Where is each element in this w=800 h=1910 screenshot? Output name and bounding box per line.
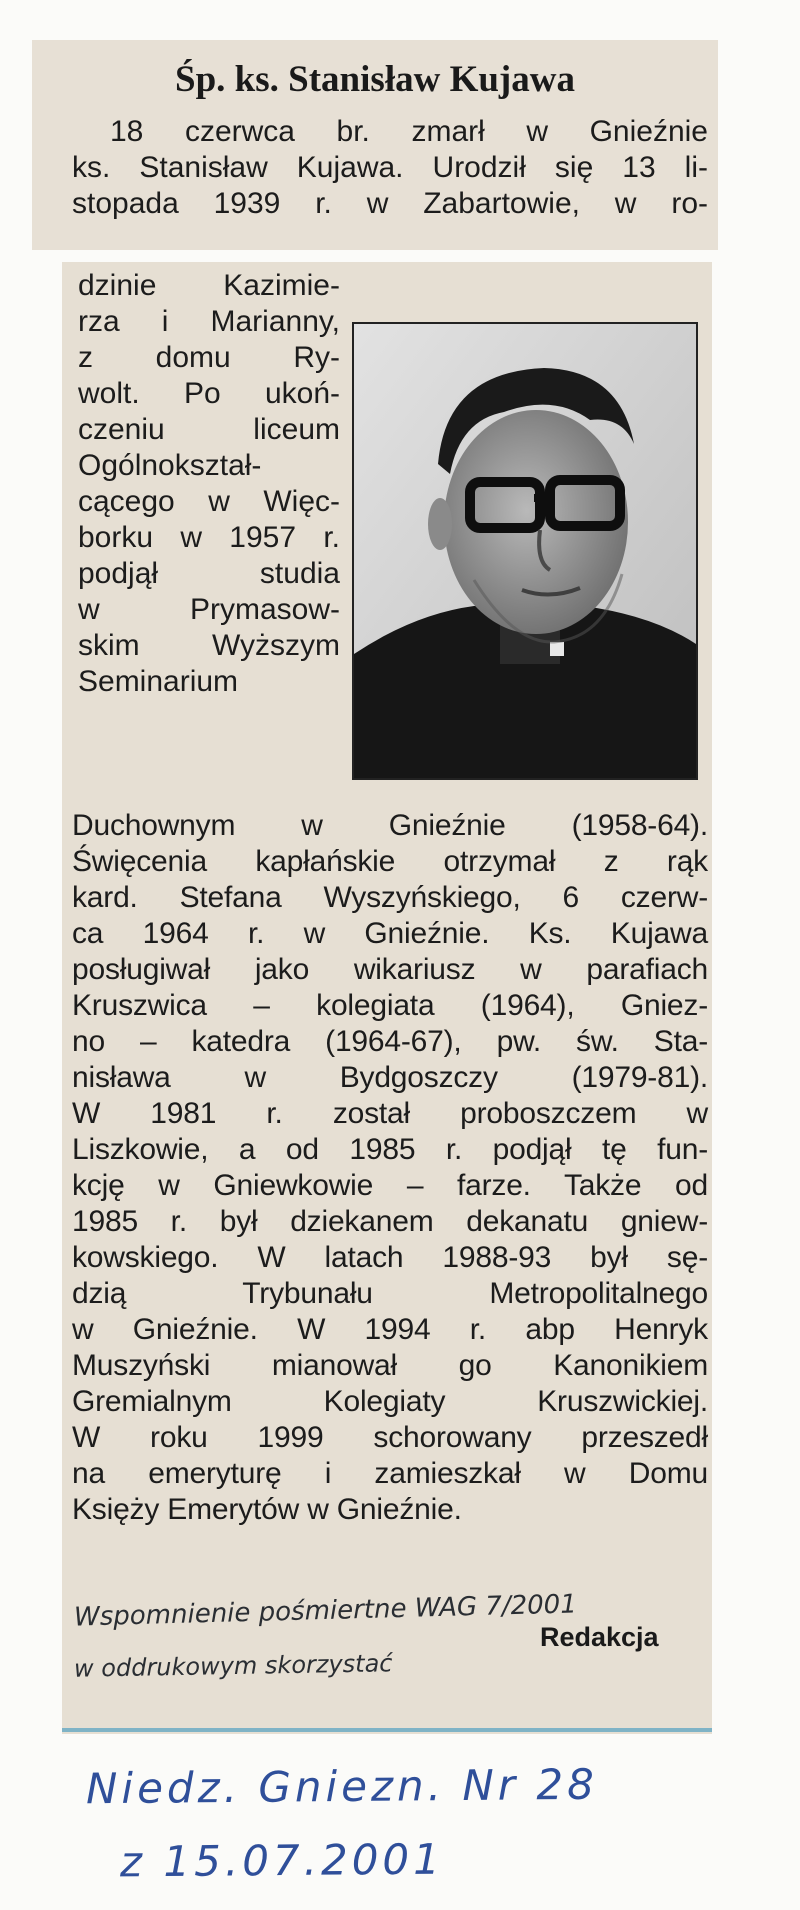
text-line: kcję w Gniewkowie – farze. Także od	[72, 1169, 708, 1202]
text-line: kard. Stefana Wyszyńskiego, 6 czerw-	[72, 881, 708, 914]
text-line: stopada 1939 r. w Zabartowie, w ro-	[72, 187, 708, 220]
text-line: Święcenia kapłańskie otrzymał z rąk	[72, 845, 708, 878]
article-left-column	[78, 268, 340, 700]
text-line: podjął studia	[78, 557, 340, 590]
article-title: Śp. ks. Stanisław Kujawa	[175, 59, 575, 100]
text-line: Księży Emerytów w Gnieźnie.	[72, 1493, 462, 1526]
blue-rule	[62, 1728, 712, 1732]
text-line: borku w 1957 r.	[78, 521, 340, 554]
text-line: Seminarium	[78, 665, 239, 698]
text-line: czeniu liceum	[78, 413, 340, 446]
text-line: w Prymasow-	[78, 593, 340, 626]
text-line: Kruszwica – kolegiata (1964), Gniez-	[72, 989, 708, 1022]
text-line: ca 1964 r. w Gnieźnie. Ks. Kujawa	[72, 917, 708, 950]
handwritten-source-line-1: Niedz. Gniezn. Nr 28	[85, 1759, 599, 1814]
text-line: no – katedra (1964-67), pw. św. Sta-	[72, 1025, 708, 1058]
text-line: cącego w Więc-	[78, 485, 340, 518]
text-line: w Gnieźnie. W 1994 r. abp Henryk	[72, 1313, 708, 1346]
text-line: wolt. Po ukoń-	[78, 377, 340, 410]
text-line: dzinie Kazimie-	[78, 269, 340, 302]
article-body	[72, 808, 708, 1528]
handwritten-note-line-2: w oddrukowym skorzystać	[73, 1649, 393, 1683]
text-line: dzią Trybunału Metropolitalnego	[72, 1277, 708, 1310]
text-line: posługiwał jako wikariusz w parafiach	[72, 953, 708, 986]
text-line: z domu Ry-	[78, 341, 340, 374]
text-line: W 1981 r. został proboszczem w	[72, 1097, 708, 1130]
text-line: Muszyński mianował go Kanonikiem	[72, 1349, 708, 1382]
text-line: nisława w Bydgoszczy (1979-81).	[72, 1061, 708, 1094]
text-line: ks. Stanisław Kujawa. Urodził się 13 li-	[72, 151, 708, 184]
text-line: na emeryturę i zamieszkał w Domu	[72, 1457, 708, 1490]
text-line: rza i Marianny,	[78, 305, 340, 338]
portrait-photo	[352, 322, 698, 780]
text-line: 1985 r. był dziekanem dekanatu gniew-	[72, 1205, 708, 1238]
handwritten-source-line-2: z 15.07.2001	[119, 1834, 445, 1887]
text-line: kowskiego. W latach 1988-93 był sę-	[72, 1241, 708, 1274]
text-line: Ogólnokształ-	[78, 449, 262, 482]
text-line: Liszkowie, a od 1985 r. podjął tę fun-	[72, 1133, 708, 1166]
handwritten-note-line-1: Wspomnienie pośmiertne WAG 7/2001	[73, 1589, 578, 1633]
article-signature: Redakcja	[540, 1622, 659, 1652]
text-line: 18 czerwca br. zmarł w Gnieźnie	[110, 115, 708, 148]
text-line: Duchownym w Gnieźnie (1958-64).	[72, 809, 708, 842]
text-line: W roku 1999 schorowany przeszedł	[72, 1421, 708, 1454]
text-line: Gremialnym Kolegiaty Kruszwickiej.	[72, 1385, 708, 1418]
text-line: skim Wyższym	[78, 629, 340, 662]
article-intro	[72, 114, 708, 222]
